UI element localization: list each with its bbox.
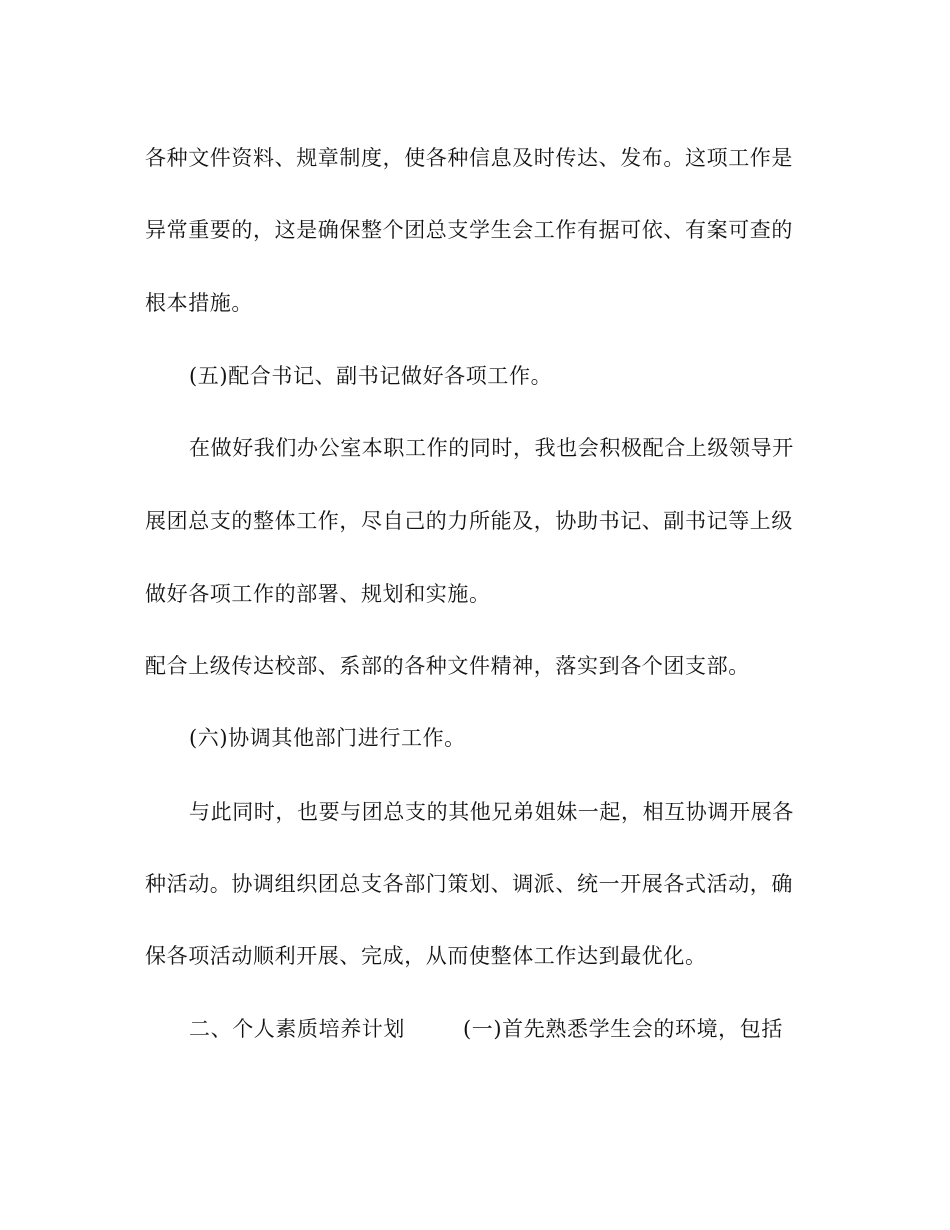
subsection-text: (一)首先熟悉学生会的环境，包括 xyxy=(463,1017,783,1041)
paragraph-line: 做好各项工作的部署、规划和实施。 xyxy=(145,582,491,606)
final-line xyxy=(189,1017,805,1041)
paragraph-line: 配合上级传达校部、系部的各种文件精神，落实到各个团支部。 xyxy=(145,654,750,678)
paragraph-line: 与此同时，也要与团总支的其他兄弟姐妹一起，相互协调开展各 xyxy=(189,800,794,824)
paragraph-line: 种活动。协调组织团总支各部门策划、调派、统一开展各式活动，确 xyxy=(145,872,793,896)
section-title: 二、个人素质培养计划 xyxy=(189,1017,405,1041)
paragraph-line: 根本措施。 xyxy=(145,291,253,315)
paragraph-line: 异常重要的，这是确保整个团总支学生会工作有据可依、有案可查的 xyxy=(145,218,793,242)
paragraph-line: 各种文件资料、规章制度，使各种信息及时传达、发布。这项工作是 xyxy=(145,146,793,170)
section-heading: (六)协调其他部门进行工作。 xyxy=(189,726,466,750)
section-heading: (五)配合书记、副书记做好各项工作。 xyxy=(189,364,553,388)
paragraph-line: 保各项活动顺利开展、完成，从而使整体工作达到最优化。 xyxy=(145,944,707,968)
paragraph-line: 展团总支的整体工作，尽自己的力所能及，协助书记、副书记等上级 xyxy=(145,509,793,533)
paragraph-line: 在做好我们办公室本职工作的同时，我也会积极配合上级领导开 xyxy=(189,436,794,460)
